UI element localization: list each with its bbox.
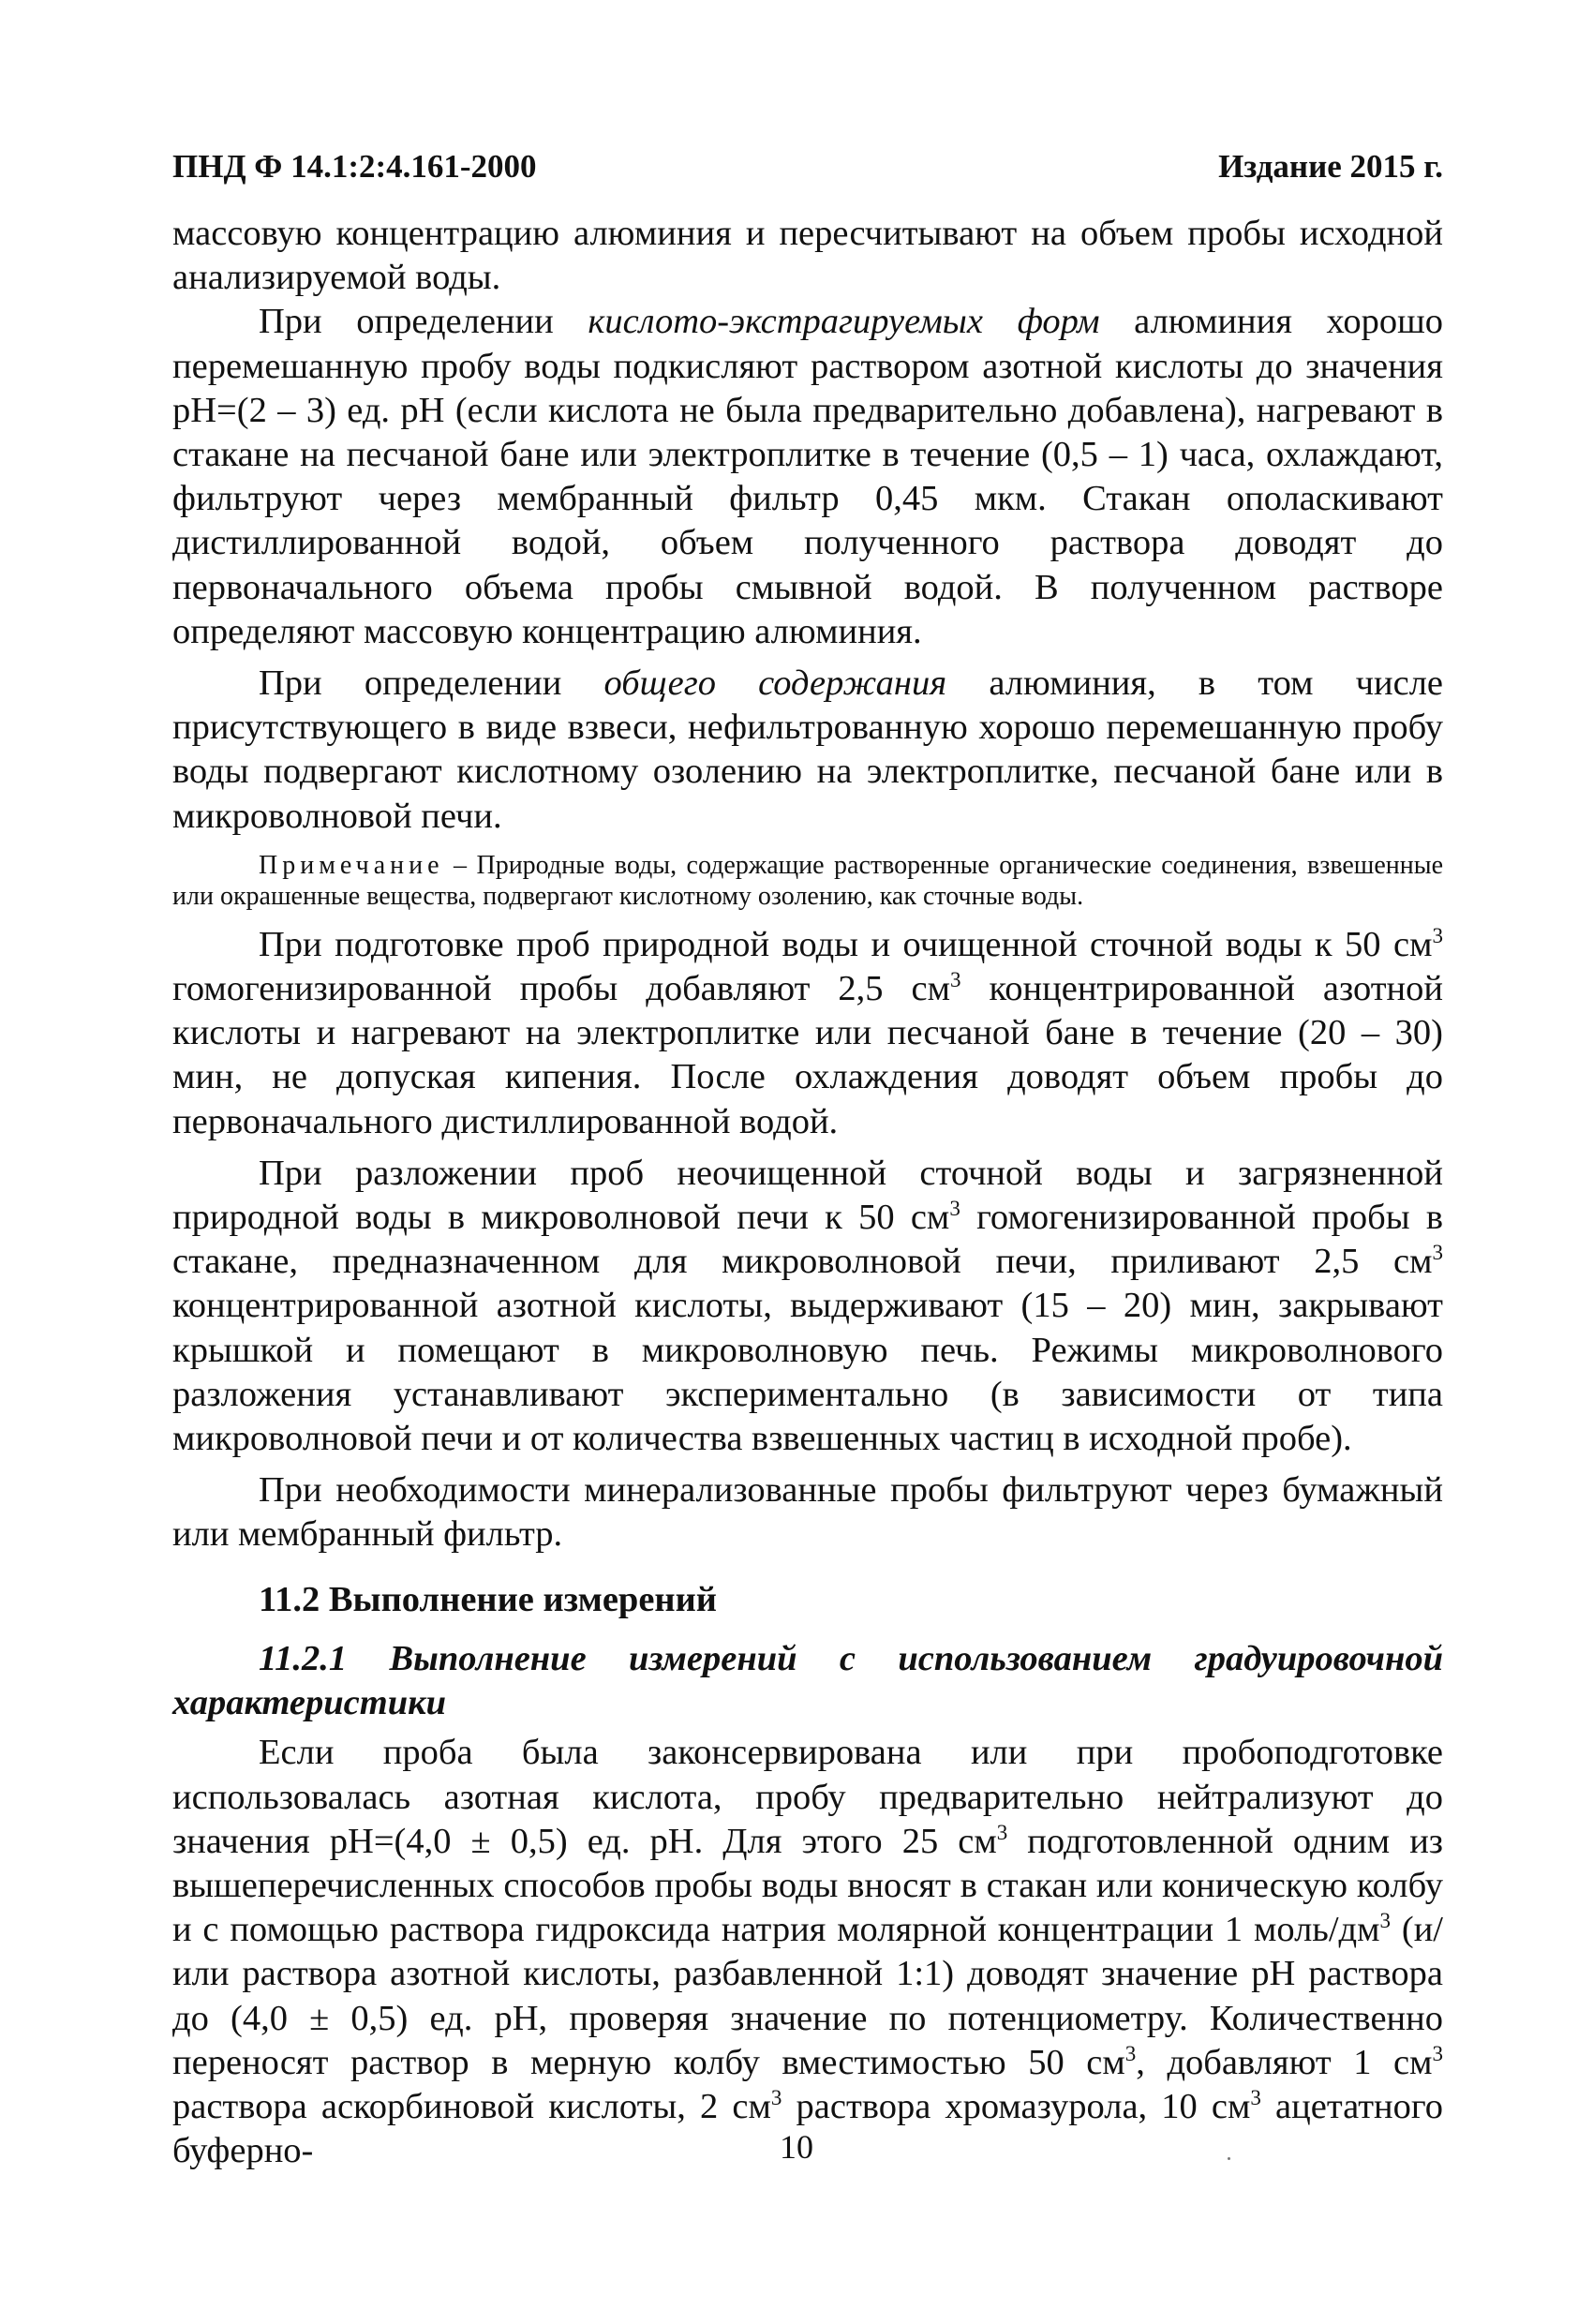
section-heading-11-2: 11.2 Выполнение измерений: [259, 1579, 717, 1619]
paragraph-acid-extractable: При определении кислото-экстрагируемых форм алюминия хорошо перемешанную пробу воды подкисляют раствором азотной кислоты до значения pH=(2 – 3) ед. pH (если кислота не была предварительно добавлена), нагревают в стакане на песчаной бане или электроплитке в течение (0,5 – 1) часа, охлаждают, фильтруют через мембранный фильтр 0,45 мкм. Стакан ополаскивают дистиллированной водой, объем полученного раствора доводят до первоначального объема пробы смывной водой. В полученном растворе определяют массовую концентрацию алюминия.: [172, 302, 1443, 651]
paragraph-continuation: массовую концентрацию алюминия и пересчитывают на объем пробы исходной анализируемой воды.: [172, 214, 1443, 298]
edition-year: Издание 2015 г.: [1218, 148, 1443, 185]
paragraph-total-content: При определении общего содержания алюминия, в том числе присутствующего в виде взвеси, нефильтрованную хорошо перемешанную пробу воды подвергают кислотному озолению на электроплитке, песчаной бане или в микроволновой печи.: [172, 663, 1443, 836]
term-total-content: общего содержания: [603, 663, 947, 704]
section-heading-11-2-1: 11.2.1 Выполнение измерений с использованием градуировочной характеристики: [172, 1638, 1443, 1723]
page-header: [172, 148, 1443, 189]
paragraph-natural-water-prep: При подготовке проб природной воды и очищенной сточной воды к 50 $см^3$ гомогенизированной пробы добавляют 2,5 $см^3$ концентрированной азотной кислоты и нагревают на электроплитке или песчаной бане в течение (20 – 30) мин, не допуская кипения. После охлаждения доводят объем пробы до первоначального дистиллированной водой.: [172, 923, 1443, 1141]
term-acid-extractable: кислото-экстрагируемых форм: [588, 302, 1100, 342]
scan-speck: [1228, 2157, 1230, 2160]
note-text: – Природные воды, содержащие растворенные органические соединения, взвешенные или окрашенные вещества, подвергают кислотному озолению, как сточные воды.: [172, 850, 1443, 911]
paragraph-microwave-digestion: При разложении проб неочищенной сточной воды и загрязненной природной воды в микроволновой печи к 50 $см^3$ гомогенизированной пробы в стакане, предназначенном для микроволновой печи, приливают 2,5 $см^3$ концентрированной азотной кислоты, выдерживают (15 – 20) мин, закрывают крышкой и помещают в микроволновую печь. Режимы микроволнового разложения устанавливают экспериментально (в зависимости от типа микроволновой печи и от количества взвешенных частиц в исходной пробе).: [172, 1153, 1443, 1459]
note-label: Примечание: [259, 850, 444, 880]
paragraph-filtration: При необходимости минерализованные пробы фильтруют через бумажный или мембранный фильтр.: [172, 1470, 1443, 1555]
page-number: 10: [780, 2128, 813, 2166]
note: [172, 850, 1443, 912]
page-body: [172, 212, 1443, 2173]
paragraph-neutralization: Если проба была законсервирована или при пробоподготовке использовалась азотная кислота, пробу предварительно нейтрализуют до значения pH=(4,0 ± 0,5) ед. pH. Для этого 25 $см^3$ подготовленной одним из вышеперечисленных способов пробы воды вносят в стакан или коническую колбу и с помощью раствора гидроксида натрия молярной концентрации 1 моль/$дм^3$ (и/или раствора азотной кислоты, разбавленной 1:1) доводят значение pH раствора до (4,0 ± 0,5) ед. pH, проверяя значение по потенциометру. Количественно переносят раствор в мерную колбу вместимостью 50 $см^3$, добавляют 1 $см^3$ раствора аскорбиновой кислоты, 2 $см^3$ раствора хромазурола, 10 $см^3$ ацетатного буферно-: [172, 1733, 1444, 2171]
document-code: ПНД Ф 14.1:2:4.161-2000: [172, 148, 537, 185]
